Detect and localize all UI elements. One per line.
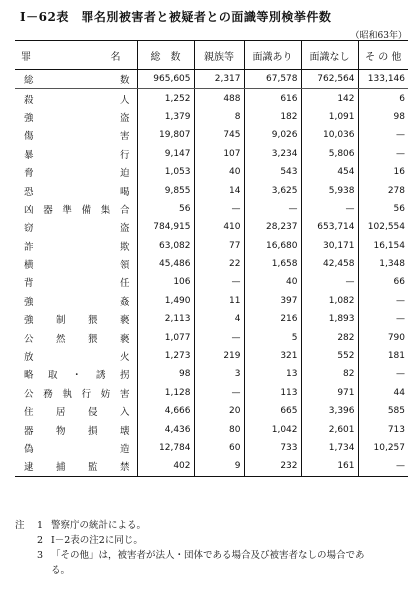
other-cell: 66 (358, 273, 408, 291)
crime-name-char: 欺 (119, 241, 130, 253)
crime-name-char: 集 (100, 204, 111, 216)
total-cell: 4,436 (137, 420, 194, 438)
crime-name-char: 猥 (87, 333, 98, 345)
acquainted-cell: 182 (244, 108, 301, 126)
crime-name-char: 強 (24, 315, 34, 327)
not-acquainted-cell: 1,091 (301, 108, 358, 126)
crime-name-cell (15, 347, 137, 365)
crime-name-char: 殺 (24, 94, 34, 106)
table-row (15, 145, 408, 163)
table-row (15, 457, 408, 476)
other-cell: 181 (358, 347, 408, 365)
crime-name-char: 然 (55, 333, 66, 345)
other-cell: 56 (358, 200, 408, 218)
other-cell: 585 (358, 402, 408, 420)
acquainted-cell: 67,578 (244, 70, 301, 89)
crime-name-cell (15, 292, 137, 310)
other-cell: — (358, 365, 408, 383)
crime-name-char: 窃 (24, 223, 34, 235)
crime-name-char: 害 (119, 131, 130, 143)
crime-name-cell (15, 365, 137, 383)
acquainted-cell: 232 (244, 457, 301, 476)
total-cell: 1,128 (137, 384, 194, 402)
total-cell: 402 (137, 457, 194, 476)
not-acquainted-cell: 653,714 (301, 218, 358, 236)
relatives-cell: 9 (194, 457, 244, 476)
total-cell: 965,605 (137, 70, 194, 89)
table-title: Ⅰ－62表 罪名別被害者と被疑者との面識等別検挙件数 (20, 10, 332, 24)
crime-name-char: 器 (43, 204, 53, 216)
acquainted-cell: 16,680 (244, 237, 301, 255)
crime-name-char: 捕 (55, 462, 66, 474)
other-cell: 16,154 (358, 237, 408, 255)
relatives-cell: 80 (194, 420, 244, 438)
note-number: 1 (37, 520, 44, 531)
not-acquainted-cell: 3,396 (301, 402, 358, 420)
crime-name-char: 逮 (24, 462, 34, 474)
other-cell: — (358, 145, 408, 163)
crime-name-char: 造 (119, 444, 130, 455)
not-acquainted-cell: 42,458 (301, 255, 358, 273)
total-cell: 1,273 (137, 347, 194, 365)
relatives-cell: 8 (194, 108, 244, 126)
header-crime-char-1: 罪 (21, 51, 31, 63)
not-acquainted-cell: — (301, 273, 358, 291)
crime-name-char: 猥 (87, 315, 98, 327)
relatives-cell: 4 (194, 310, 244, 328)
crime-name-char: 任 (119, 278, 130, 290)
crime-name-cell (15, 200, 137, 218)
other-cell: 133,146 (358, 70, 408, 89)
relatives-cell: 488 (194, 89, 244, 108)
acquainted-cell: 3,234 (244, 145, 301, 163)
notes (15, 518, 365, 578)
not-acquainted-cell: — (301, 200, 358, 218)
table-row (15, 384, 408, 402)
table-row (15, 365, 408, 383)
crime-name-char: 備 (81, 204, 92, 216)
table-row (15, 200, 408, 218)
note-line (15, 563, 365, 578)
other-cell: 44 (358, 384, 408, 402)
acquainted-cell: 665 (244, 402, 301, 420)
relatives-cell: 22 (194, 255, 244, 273)
table-row (15, 310, 408, 328)
crime-name-char: 姦 (119, 296, 130, 308)
crime-name-char: 人 (119, 94, 130, 106)
not-acquainted-cell: 1,734 (301, 439, 358, 457)
note-text: 「その他」は，被害者が法人・団体である場合及び被害者なしの場合であ (51, 550, 365, 561)
not-acquainted-cell: 5,938 (301, 181, 358, 199)
crime-name-char: ・ (71, 370, 82, 382)
crime-name-char: 居 (55, 407, 66, 419)
crime-name-char: 公 (24, 388, 34, 400)
note-label: 注 (15, 520, 25, 531)
total-cell: 45,486 (137, 255, 194, 273)
crime-name-cell (15, 457, 137, 476)
not-acquainted-cell: 161 (301, 457, 358, 476)
total-cell: 106 (137, 273, 194, 291)
header-other: そ の 他 (358, 41, 408, 70)
table-row (15, 273, 408, 291)
table-row (15, 439, 408, 457)
acquainted-cell: 543 (244, 163, 301, 181)
relatives-cell: 40 (194, 163, 244, 181)
other-cell: 6 (358, 89, 408, 108)
not-acquainted-cell: 454 (301, 163, 358, 181)
relatives-cell: 20 (194, 402, 244, 420)
acquainted-cell: 113 (244, 384, 301, 402)
crime-name-char: 偽 (24, 444, 34, 455)
other-cell: 102,554 (358, 218, 408, 236)
crime-name-cell (15, 420, 137, 438)
crime-name-cell (15, 255, 137, 273)
crime-name-char: 数 (119, 75, 130, 87)
relatives-cell: — (194, 273, 244, 291)
not-acquainted-cell: 30,171 (301, 237, 358, 255)
table-row (15, 218, 408, 236)
crime-name-char: 住 (24, 407, 34, 419)
total-cell: 1,379 (137, 108, 194, 126)
crime-name-char: 取 (47, 370, 58, 382)
table-row (15, 328, 408, 346)
other-cell: 1,348 (358, 255, 408, 273)
not-acquainted-cell: 10,036 (301, 126, 358, 144)
crime-name-cell (15, 181, 137, 199)
table-row (15, 108, 408, 126)
crime-name-char: 行 (81, 388, 92, 400)
total-cell: 56 (137, 200, 194, 218)
total-cell: 1,053 (137, 163, 194, 181)
not-acquainted-cell: 82 (301, 365, 358, 383)
header-relatives: 親族等 (194, 41, 244, 70)
crime-name-cell (15, 328, 137, 346)
other-cell: 713 (358, 420, 408, 438)
year-note: （昭和63年） (350, 31, 407, 41)
crime-name-char: 詐 (24, 241, 34, 253)
crime-name-char: 傷 (24, 131, 34, 143)
not-acquainted-cell: 5,806 (301, 145, 358, 163)
crime-name-cell (15, 163, 137, 181)
relatives-cell: — (194, 384, 244, 402)
crime-name-char: 横 (24, 260, 34, 272)
crime-name-char: 総 (24, 75, 34, 87)
table-row (15, 420, 408, 438)
acquainted-cell: 3,625 (244, 181, 301, 199)
crime-name-char: 褻 (119, 315, 130, 327)
crime-name-cell (15, 273, 137, 291)
acquainted-cell: 40 (244, 273, 301, 291)
total-cell: 784,915 (137, 218, 194, 236)
crime-name-char: 領 (119, 260, 130, 272)
acquainted-cell: 13 (244, 365, 301, 383)
crime-name-char: 強 (24, 296, 34, 308)
other-cell: — (358, 126, 408, 144)
header-not-acquainted: 面識なし (301, 41, 358, 70)
table-row (15, 237, 408, 255)
crime-name-char: 執 (62, 388, 72, 400)
table-row (15, 126, 408, 144)
acquainted-cell: 397 (244, 292, 301, 310)
relatives-cell: 107 (194, 145, 244, 163)
not-acquainted-cell: 1,893 (301, 310, 358, 328)
other-cell: 790 (358, 328, 408, 346)
table-row (15, 181, 408, 199)
crime-name-char: 盗 (119, 112, 130, 124)
crime-name-char: 火 (119, 352, 130, 364)
total-cell: 63,082 (137, 237, 194, 255)
crime-name-cell (15, 384, 137, 402)
relatives-cell: 60 (194, 439, 244, 457)
acquainted-cell: — (244, 200, 301, 218)
crime-name-char: 褻 (119, 333, 130, 345)
note-line (15, 518, 365, 533)
crime-name-char: 略 (24, 370, 34, 382)
crime-name-char: 迫 (119, 168, 130, 180)
other-cell: — (358, 457, 408, 476)
not-acquainted-cell: 142 (301, 89, 358, 108)
crime-name-cell (15, 70, 137, 89)
acquainted-cell: 9,026 (244, 126, 301, 144)
crime-name-char: 入 (119, 407, 130, 419)
table-row (15, 402, 408, 420)
crime-name-char: 妨 (100, 388, 111, 400)
statistics-table (15, 40, 408, 477)
relatives-cell: 11 (194, 292, 244, 310)
note-line (15, 533, 365, 548)
acquainted-cell: 1,042 (244, 420, 301, 438)
total-cell: 98 (137, 365, 194, 383)
relatives-cell: 745 (194, 126, 244, 144)
crime-name-char: 凶 (24, 204, 34, 216)
crime-name-char: 害 (119, 388, 130, 400)
not-acquainted-cell: 2,601 (301, 420, 358, 438)
acquainted-cell: 5 (244, 328, 301, 346)
crime-name-char: 務 (43, 388, 53, 400)
total-cell: 1,077 (137, 328, 194, 346)
note-number: 2 (37, 535, 44, 546)
note-line (15, 548, 365, 563)
header-row (15, 41, 408, 70)
crime-name-char: 暴 (24, 149, 34, 161)
acquainted-cell: 28,237 (244, 218, 301, 236)
acquainted-cell: 216 (244, 310, 301, 328)
header-acquainted: 面識あり (244, 41, 301, 70)
not-acquainted-cell: 552 (301, 347, 358, 365)
crime-name-char: 盗 (119, 223, 130, 235)
crime-name-char: 放 (24, 352, 34, 364)
total-cell: 9,147 (137, 145, 194, 163)
crime-name-char: 壊 (119, 425, 130, 437)
other-cell: 98 (358, 108, 408, 126)
crime-name-char: 公 (24, 333, 34, 345)
crime-name-cell (15, 310, 137, 328)
note-label (15, 533, 37, 548)
acquainted-cell: 321 (244, 347, 301, 365)
table-row (15, 163, 408, 181)
crime-name-char: 禁 (119, 462, 130, 474)
crime-name-cell (15, 108, 137, 126)
table-row (15, 70, 408, 89)
crime-name-char: 喝 (119, 186, 130, 198)
crime-name-cell (15, 218, 137, 236)
crime-name-char: 脅 (24, 168, 34, 180)
total-cell: 19,807 (137, 126, 194, 144)
other-cell: 16 (358, 163, 408, 181)
other-cell: 278 (358, 181, 408, 199)
crime-name-cell (15, 89, 137, 108)
note-text: Ⅰ－2表の注2に同じ。 (51, 535, 143, 546)
not-acquainted-cell: 971 (301, 384, 358, 402)
crime-name-char: 監 (87, 462, 98, 474)
crime-name-char: 誘 (95, 370, 106, 382)
table-row (15, 255, 408, 273)
relatives-cell: 3 (194, 365, 244, 383)
crime-name-char: 強 (24, 112, 34, 124)
crime-name-char: 物 (55, 425, 66, 437)
crime-name-char: 背 (24, 278, 34, 290)
relatives-cell: 2,317 (194, 70, 244, 89)
relatives-cell: 77 (194, 237, 244, 255)
crime-name-cell (15, 402, 137, 420)
not-acquainted-cell: 1,082 (301, 292, 358, 310)
crime-name-char: 行 (119, 149, 130, 161)
other-cell: — (358, 292, 408, 310)
header-crime (15, 41, 137, 70)
table-row (15, 292, 408, 310)
crime-name-char: 準 (62, 204, 72, 216)
table-row (15, 89, 408, 108)
acquainted-cell: 733 (244, 439, 301, 457)
crime-name-cell (15, 237, 137, 255)
relatives-cell: — (194, 200, 244, 218)
total-cell: 1,252 (137, 89, 194, 108)
acquainted-cell: 1,658 (244, 255, 301, 273)
relatives-cell: 14 (194, 181, 244, 199)
crime-name-char: 恐 (24, 186, 34, 198)
crime-name-char: 制 (55, 315, 66, 327)
crime-name-char: 侵 (87, 407, 98, 419)
note-label (15, 548, 37, 563)
not-acquainted-cell: 762,564 (301, 70, 358, 89)
crime-name-cell (15, 126, 137, 144)
other-cell: — (358, 310, 408, 328)
header-total: 総 数 (137, 41, 194, 70)
relatives-cell: 410 (194, 218, 244, 236)
crime-name-char: 器 (24, 425, 34, 437)
acquainted-cell: 616 (244, 89, 301, 108)
crime-name-char: 損 (87, 425, 98, 437)
crime-name-char: 拐 (119, 370, 130, 382)
relatives-cell: 219 (194, 347, 244, 365)
other-cell: 10,257 (358, 439, 408, 457)
total-cell: 12,784 (137, 439, 194, 457)
not-acquainted-cell: 282 (301, 328, 358, 346)
note-text: る。 (51, 565, 71, 576)
header-crime-char-2: 名 (110, 51, 121, 63)
total-cell: 9,855 (137, 181, 194, 199)
relatives-cell: — (194, 328, 244, 346)
crime-name-cell (15, 439, 137, 457)
total-cell: 1,490 (137, 292, 194, 310)
note-text: 警察庁の統計による。 (51, 520, 147, 531)
total-cell: 2,113 (137, 310, 194, 328)
total-cell: 4,666 (137, 402, 194, 420)
crime-name-char: 合 (119, 204, 130, 216)
note-number: 3 (37, 550, 44, 561)
table-row (15, 347, 408, 365)
crime-name-cell (15, 145, 137, 163)
